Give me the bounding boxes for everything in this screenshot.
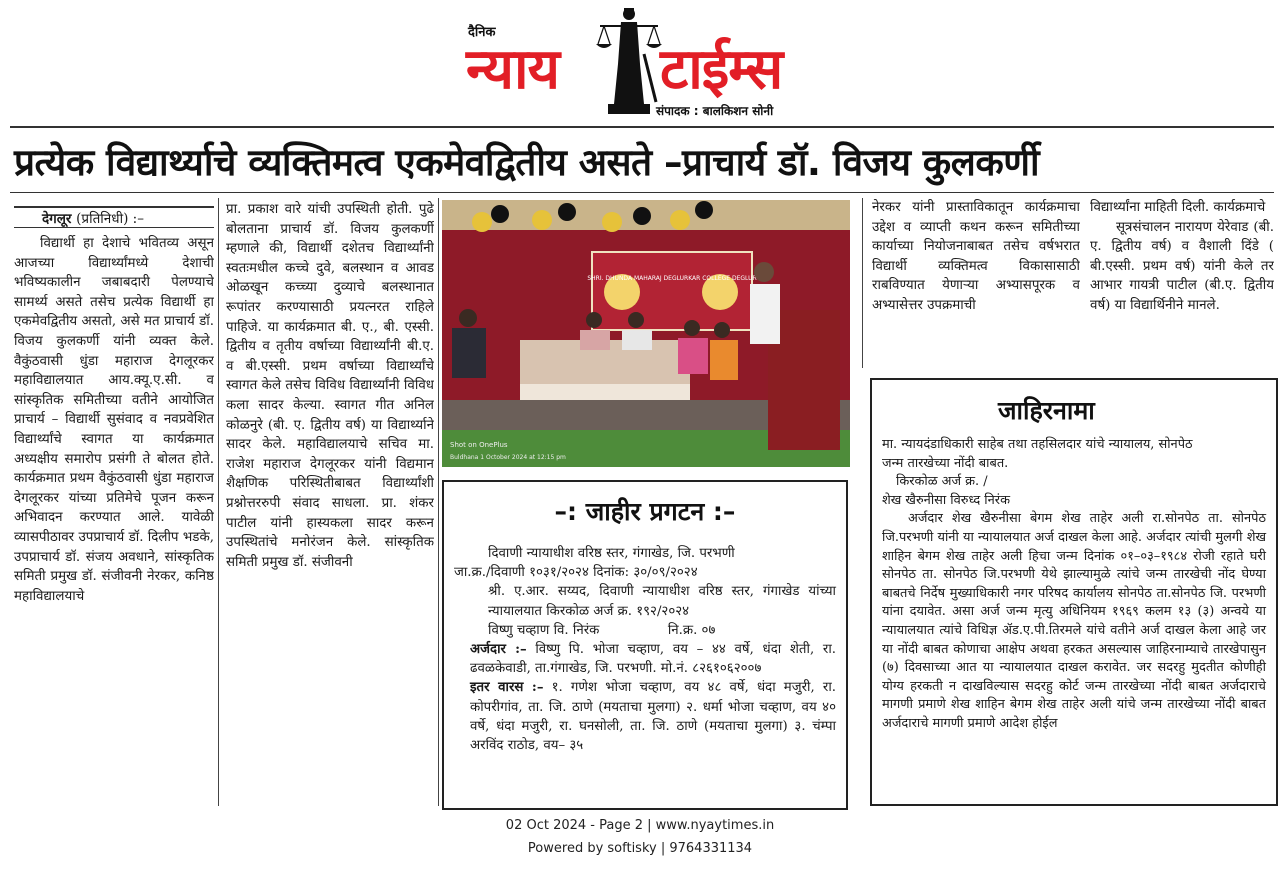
proclamation-line: मा. न्यायदंडाधिकारी साहेब तथा तहसिलदार यांचे न्यायालय, सोनपेठ xyxy=(882,437,1193,452)
article-text: विद्यार्थी हा देशाचे भवितव्य असून आजच्या विद्यार्थ्यांमध्ये देशाची भविष्यकालीन जबाबदारी पेलण्याचे सामर्थ्य असते तसेच प्रत्येक विद्यार्थी हा एकमेवद्वितीय असतो, असे मत प्राचार्य डॉ. विजय कुलकर्णी यांनी व्यक्त केले. वैकुंठवासी धुंडा महाराज देगलूरकर महाविद्यालयात आय.क्यू.ए.सी. व सांस्कृतिक समितीच्या वतीने आयोजित प्राचार्य – विद्यार्थी सुसंवाद व नवप्रवेशित विद्यार्थ्यांचे स्वागत या कार्यक्रमात अध्यक्षीय समारोप प्रसंगी ते बोलत होते. कार्यक्रमात प्रथम वैकुंठवासी धुंडा महाराज देगलूरकर यांच्या प्रतिमेचे पूजन करून अभिवादन करण्यात आले. यावेळी व्यासपीठावर उपप्राचार्य डॉ. दिलीप भडके, उपप्राचार्य डॉ. संजय अवधाने, सांस्कृतिक समिती प्रमुख डॉ. संजीवनी नेरकर, कनिष्ठ महाविद्यालयाचे xyxy=(14,236,214,604)
article-column-2 xyxy=(226,200,434,806)
applicant-label: अर्जदार :– xyxy=(470,642,527,658)
masthead-prefix: दैनिक xyxy=(468,25,496,40)
proclamation-line: किरकोळ अर्ज क्र. / xyxy=(896,474,988,490)
proclamation-text: अर्जदार शेख खैरुनीसा बेगम शेख ताहेर अली रा.सोनपेठ ता. सोनपेठ जि.परभणी यांनी या न्यायालयात अर्ज दाखल केला आहे. अर्जदार त्यांची मुलगी शेख शाहिन बेगम शेख ताहेर अली हिचा जन्म दिनांक ०१–०३–१९८४ रोजी रहाते घरी सोनपेठ ता. सोनपेठ जि.परभणी येथे झाल्यामुळे त्यांचे जन्म तारखेची नोंद घेण्या बाबतचे निर्देष मुख्याधिकारी नगर परिषद कार्यालय सोनपेठ ता.सोनपेठ जि. परभणी यांना दयावेत. असा अर्ज जन्म मृत्यु अधिनियम १९६९ कलम १३ (३) अन्वये या न्यायालयात त्यांचे विधिज्ञ ॲड.ए.पी.तिरमले यांचे वतीने अर्ज दाखल केला आहे जर या नोंदी बाबत कोणाचा आक्षेप अथवा हरकत असल्यास जाहिरनाम्याचे तारखेपासुन (७) दिवसाच्या आत या न्यायालयात दाखल करावेत. जर सदरहु मुदतीत कोणीही योग्य हरकती न दाखविल्यास सदरहु कोर्ट जन्म तारखेच्या नोंदी बाबत अर्जदाराचे मागणी प्रमाणे शेख शाहिन बेगम शेख ताहेर अली यांचे जन्म तारखेच्या नोंदी बाबत अर्जदाराचे मागणी प्रमाणे आदेश होईल xyxy=(882,511,1266,731)
notice-heirs xyxy=(454,678,836,755)
notice-line: जा.क्र./दिवाणी १०३१/२०२४ दिनांक: ३०/०९/२०२४ xyxy=(454,565,698,581)
footer-date-page: 02 Oct 2024 - Page 2 | www.nyaytimes.in xyxy=(505,818,775,833)
article-text: प्रा. प्रकाश वारे यांची उपस्थिती होती. पुढे बोलताना प्राचार्य डॉ. विजय कुलकर्णी म्हणाले की, विद्यार्थी दशेतच विद्यार्थ्यांनी स्वतःमधील कच्चे दुवे, बलस्थान व आवड ओळखून कच्च्या दुव्याचे बलस्थानात रूपांतर करण्यासाठी प्रयत्नरत राहिले पाहिजे. या कार्यक्रमात बी. ए., बी. एस्सी. द्वितीय व तृतीय वर्षाच्या विद्यार्थ्यांनी बी.ए. व बी.एस्सी. प्रथम वर्षाच्या विद्यार्थ्यांचे स्वागत केले तसेच विविध विद्यार्थ्यांनी विविध कला सादर केल्या. स्वागत गीत अनिल कोळनुरे (बी. ए. द्वितीय वर्ष) या विद्यार्थ्याने सादर केले. महाविद्यालयाचे सचिव मा. राजेश महाराज देगलूरकर यांनी विद्यमान शैक्षणिक परिस्थितीबाबत विद्यार्थ्यांशी प्रश्नोत्तररुपी संवाद साधला. प्रा. शंकर पाटील यांनी हास्यकला सादर करून उपस्थितांचे मनोरंजन केले. सांस्कृतिक समिती प्रमुख डॉ. संजीवनी xyxy=(226,202,434,570)
public-notice-body xyxy=(444,544,846,755)
proclamation-line: जन्म तारखेच्या नोंदी बाबत. xyxy=(882,455,1009,471)
article-column-4 xyxy=(1090,198,1274,374)
proclamation-body xyxy=(872,436,1276,734)
top-rule xyxy=(10,126,1274,128)
column-divider xyxy=(862,198,863,368)
masthead-name-left: न्याय xyxy=(466,37,559,102)
dateline-place: देगलूर xyxy=(42,211,72,227)
article-column-1 xyxy=(14,234,214,806)
proclamation-box xyxy=(870,378,1278,806)
dateline-source: (प्रतिनिधी) :– xyxy=(76,211,144,227)
stage-banner-text: SHRI. DHUNDA MAHARAJ DEGLURKAR COLLEGE DEGLUR xyxy=(587,275,757,282)
notice-line: दिवाणी न्यायाधीश वरिष्ठ स्तर, गंगाखेड, जि. परभणी xyxy=(488,546,735,561)
article-text: नेरकर यांनी प्रास्ताविकातून कार्यक्रमाचा उद्देश व व्याप्ती कथन करून समितीच्या कार्याच्या नियोजनाबाबत तसेच वर्षभरात विद्यार्थी व्यक्तिमत्व विकासासाठी राबविण्यात येणाऱ्या अभ्यासपूरक व अभ्यासेत्तर उपक्रमाची xyxy=(872,200,1080,313)
case-number: नि.क्र. ०७ xyxy=(667,622,716,638)
photo-timestamp: Buldhana 1 October 2024 at 12:15 pm xyxy=(450,454,566,461)
masthead-editor: संपादक : बालकिशन सोनी xyxy=(656,104,774,118)
heirs-text: १. गणेश भोजा चव्हाण, वय ४८ वर्षे, धंदा मजुरी, रा. कोपरीगांव, ता. जि. ठाणे (मयताचा मुलगा) २. धर्मा भोजा चव्हाण, वय ४० वर्षे, धंदा मजुरी, रा. घनसोली, ता. जि. ठाणे (मयताचा मुलगा) ३. चंम्पा अरविंद राठोड, वय– ३५ xyxy=(470,680,836,754)
lady-justice-logo-icon xyxy=(594,4,664,116)
article-column-3 xyxy=(872,198,1080,374)
public-notice-title: –: जाहीर प्रगटन :– xyxy=(554,497,736,526)
column-divider xyxy=(438,198,439,806)
event-photo-image xyxy=(442,200,850,467)
event-photo xyxy=(442,200,850,467)
masthead-name-right: टाईम्स xyxy=(660,37,783,102)
article-text: विद्यार्थ्यांना माहिती दिली. कार्यक्रमाचे xyxy=(1090,200,1266,215)
headline-rule xyxy=(10,192,1274,193)
masthead xyxy=(460,4,820,120)
public-notice-box xyxy=(442,480,848,810)
column-divider xyxy=(218,198,219,806)
photo-watermark: Shot on OnePlus xyxy=(450,441,508,449)
article-dateline xyxy=(14,206,214,228)
proclamation-line: शेख खैरुनीसा विरुध्द निरंक xyxy=(882,492,1010,508)
notice-line: श्री. ए.आर. सय्यद, दिवाणी न्यायाधीश वरिष्ठ स्तर, गंगाखेड यांच्या न्यायालयात किरकोळ अर्ज क्र. १९२/२०२४ xyxy=(488,584,836,619)
case-parties: विष्णु चव्हाण वि. निरंक xyxy=(488,622,600,638)
notice-case-line xyxy=(454,621,836,640)
heirs-label: इतर वारस :– xyxy=(470,680,544,696)
applicant-text: विष्णु पि. भोजा चव्हाण, वय – ४४ वर्षे, धंदा शेती, रा. ढवळकेवाडी, ता.गंगाखेड, जि. परभणी. मो.नं. ८२६१०६२००७ xyxy=(470,642,836,677)
footer-powered-by: Powered by softisky | 9764331134 xyxy=(527,841,753,856)
article-text: सूत्रसंचालन नारायण येरेवाड (बी. ए. द्वितीय वर्ष) व वैशाली दिंडे ( बी.एस्सी. प्रथम वर्ष) यांनी केले तर आभार गायत्री पाटील (बी.ए. द्वितीय वर्ष) या विद्यार्थिनीने मानले. xyxy=(1090,219,1274,313)
page-headline: प्रत्येक विद्यार्थ्याचे व्यक्तिमत्व एकमेवद्वितीय असते –प्राचार्य डॉ. विजय कुलकर्णी xyxy=(14,141,1040,184)
notice-applicant xyxy=(454,640,836,678)
proclamation-title: जाहिरनामा xyxy=(998,396,1095,425)
